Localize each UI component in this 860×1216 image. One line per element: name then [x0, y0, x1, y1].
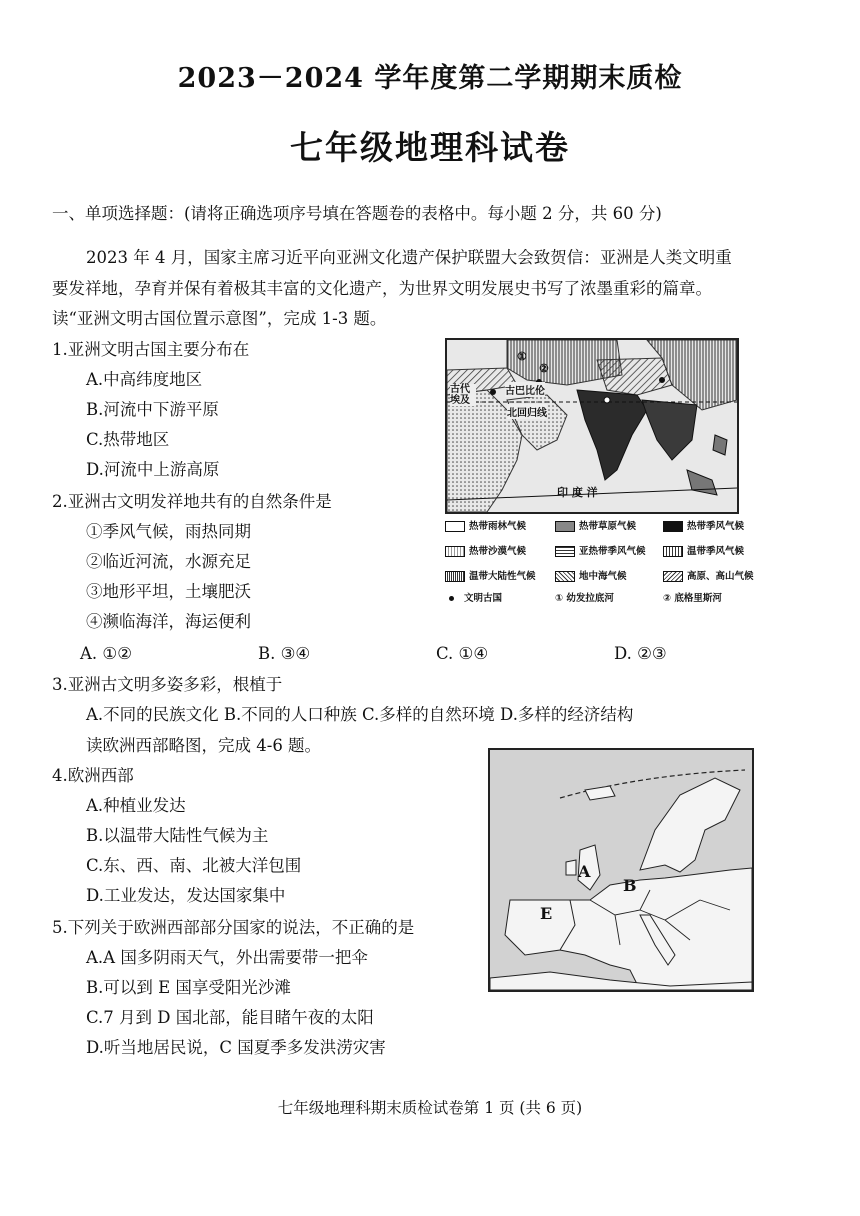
section-heading: 一、单项选择题：(请将正确选项序号填在答题卷的表格中。每小题 2 分，共 60 分): [52, 204, 662, 223]
legend-label: 高原、高山气候: [687, 571, 754, 582]
label-egypt: 古代埃及: [450, 384, 476, 406]
q1-option-b: B.河流中下游平原: [86, 400, 219, 419]
label-indian-ocean: 印 度 洋: [557, 486, 598, 499]
q4-option-a: A.种植业发达: [86, 796, 186, 815]
legend-label: 温带大陆性气候: [469, 571, 536, 582]
legend-label: 热带季风气候: [687, 521, 745, 532]
legend-item: [663, 518, 744, 532]
page-footer: 七年级地理科期末质检试卷第 1 页 (共 6 页): [277, 1099, 583, 1117]
legend-label: 地中海气候: [579, 571, 627, 582]
legend-label: ① 幼发拉底河: [555, 593, 614, 604]
country-label-e: E: [540, 904, 553, 923]
legend-label: ② 底格里斯河: [663, 593, 722, 604]
legend-swatch: [663, 546, 683, 557]
label-babylon: 古巴比伦: [505, 382, 545, 397]
country-label-b: B: [623, 876, 637, 895]
q1-option-c: C.热带地区: [86, 430, 170, 449]
q2-statement-4: ④濒临海洋，海运便利: [86, 612, 251, 631]
q5-option-c: C.7 月到 D 国北部，能目睹午夜的太阳: [86, 1008, 374, 1027]
legend-item: [663, 590, 722, 604]
q5-option-b: B.可以到 E 国享受阳光沙滩: [86, 978, 291, 997]
civilization-marker: [490, 389, 496, 395]
legend-item: [663, 543, 744, 557]
asia-civilization-map: [445, 338, 739, 514]
legend-label: 温带季风气候: [687, 546, 745, 557]
q5-option-d: D.听当地居民说，C 国夏季多发洪涝灾害: [86, 1038, 386, 1057]
q3-options: A.不同的民族文化 B.不同的人口种族 C.多样的自然环境 D.多样的经济结构: [86, 705, 634, 724]
q5-option-a: A.A 国多阴雨天气，外出需要带一把伞: [86, 948, 368, 967]
legend-label: 热带沙漠气候: [469, 546, 527, 557]
legend-item: [555, 543, 646, 557]
label-river-2: ②: [539, 362, 549, 375]
q2-stem: 2.亚洲古文明发祥地共有的自然条件是: [52, 492, 332, 511]
europe-map-graphic: [490, 750, 752, 990]
q2-option-c: C. ①④: [436, 644, 489, 663]
intro-line-1: 2023 年 4 月，国家主席习近平向亚洲文化遗产保护联盟大会致贺信：亚洲是人类文明重: [86, 248, 732, 267]
western-europe-map: [488, 748, 754, 992]
europe-intro: 读欧洲西部略图，完成 4-6 题。: [86, 736, 322, 755]
q1-stem: 1.亚洲文明古国主要分布在: [52, 340, 250, 359]
intro-line-3: 读“亚洲文明古国位置示意图”，完成 1-3 题。: [52, 309, 387, 328]
label-tropic: 北回归线: [507, 404, 547, 419]
legend-item: [445, 518, 526, 532]
legend-item: [449, 590, 502, 604]
label-river-1: ①: [517, 350, 527, 363]
country-label-a: A: [578, 862, 591, 881]
legend-swatch: [555, 546, 575, 557]
exam-subtitle: 七年级地理科试卷: [290, 128, 570, 167]
legend-swatch: [555, 571, 575, 582]
legend-swatch: [663, 571, 683, 582]
q4-stem: 4.欧洲西部: [52, 766, 134, 785]
q4-option-b: B.以温带大陆性气候为主: [86, 826, 269, 845]
q5-stem: 5.下列关于欧洲西部部分国家的说法，不正确的是: [52, 918, 415, 937]
q2-option-d: D. ②③: [614, 644, 667, 663]
legend-label: 文明古国: [464, 593, 503, 604]
q2-statement-2: ②临近河流，水源充足: [86, 552, 251, 571]
legend-label: 热带雨林气候: [469, 521, 527, 532]
legend-swatch: [445, 571, 465, 582]
legend-item: [555, 590, 614, 604]
legend-label: 热带草原气候: [579, 521, 637, 532]
q1-option-d: D.河流中上游高原: [86, 460, 220, 479]
q2-statement-1: ①季风气候，雨热同期: [86, 522, 251, 541]
exam-title: 2023－2024 学年度第二学期期末质检: [177, 63, 683, 94]
q2-option-b: B. ③④: [258, 644, 311, 663]
legend-swatch: [445, 521, 465, 532]
q4-option-d: D.工业发达，发达国家集中: [86, 886, 286, 905]
legend-swatch: [445, 546, 465, 557]
legend-item: [445, 568, 536, 582]
q3-stem: 3.亚洲古文明多姿多彩，根植于: [52, 675, 283, 694]
legend-item: [445, 543, 526, 557]
intro-line-2: 要发祥地，孕育并保有着极其丰富的文化遗产，为世界文明发展史书写了浓墨重彩的篇章。: [52, 279, 712, 298]
asia-map-legend: [445, 518, 765, 608]
legend-item: [555, 518, 636, 532]
q2-statement-3: ③地形平坦，土壤肥沃: [86, 582, 251, 601]
civilization-dot-icon: [449, 596, 454, 601]
civilization-marker: [604, 397, 610, 403]
legend-item: [555, 568, 627, 582]
q4-option-c: C.东、西、南、北被大洋包围: [86, 856, 302, 875]
civilization-marker: [659, 377, 665, 383]
legend-label: 亚热带季风气候: [579, 546, 646, 557]
legend-swatch: [555, 521, 575, 532]
q1-option-a: A.中高纬度地区: [86, 370, 203, 389]
q2-option-a: A. ①②: [80, 644, 132, 663]
legend-swatch: [663, 521, 683, 532]
legend-item: [663, 568, 754, 582]
